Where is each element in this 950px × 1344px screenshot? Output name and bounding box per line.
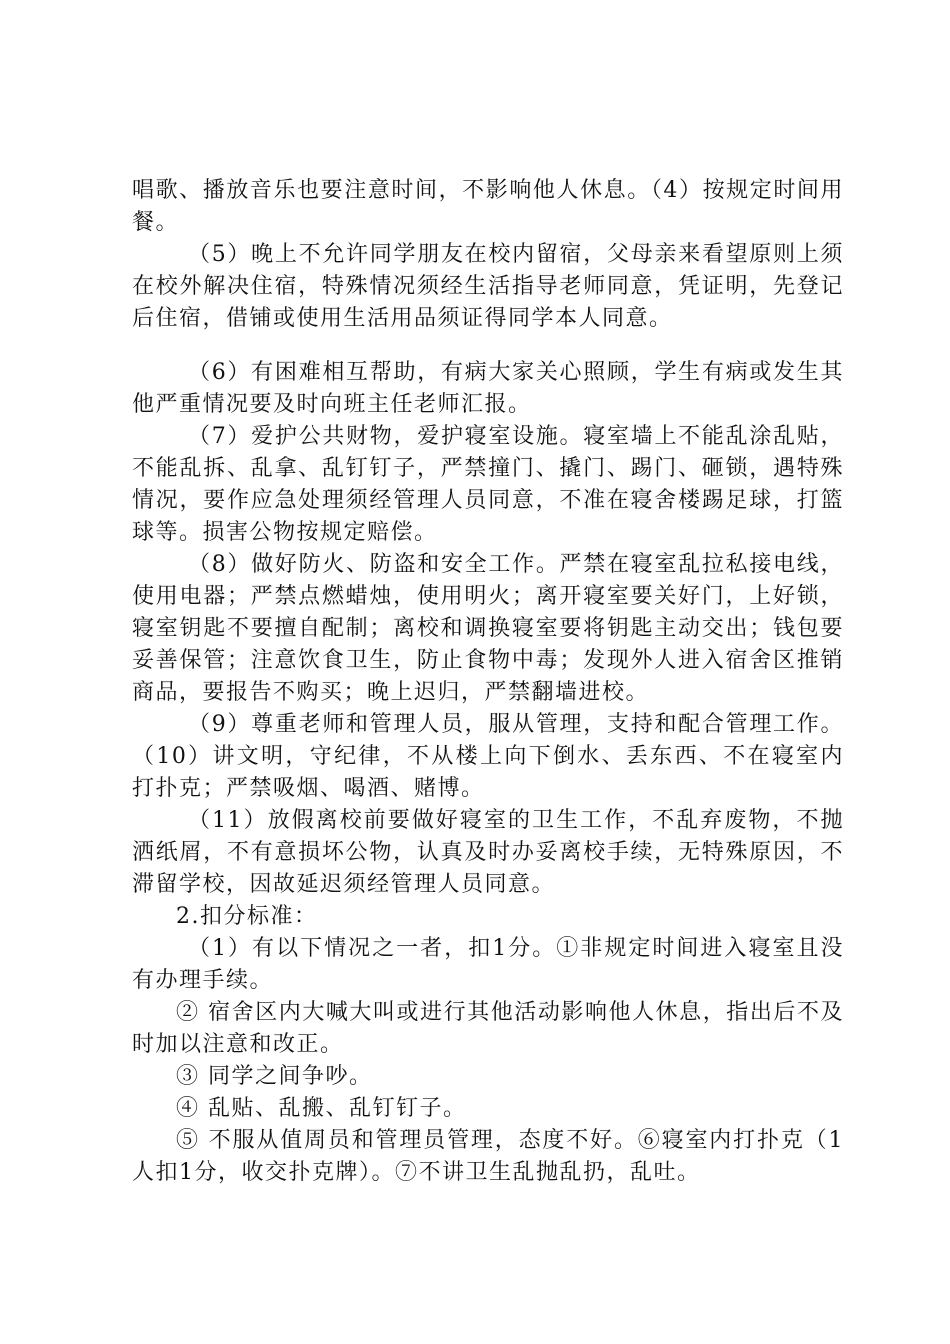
section-heading: 2.扣分标准： (176, 904, 318, 929)
paragraph-7: （11）放假离校前要做好寝室的卫生工作，不乱弃废物，不抛洒纸屑，不有意损坏公物，认真及时办妥离校手续，无特殊原因，不滞留学校，因故延迟须经管理人员同意。 (132, 808, 844, 897)
paragraph-5: （8）做好防火、防盗和安全工作。严禁在寝室乱拉私接电线，使用电器；严禁点燃蜡烛，使用明火；离开寝室要关好门，上好锁，寝室钥匙不要擅自配制；离校和调换寝室要将钥匙主动交出；钱包要妥善保管；注意饮食卫生，防止食物中毒；发现外人进入宿舍区推销商品，要报告不购买；晚上迟归，严禁翻墙进校。 (132, 552, 844, 705)
paragraph-9: ② 宿舍区内大喊大叫或进行其他活动影响他人休息，指出后不及时加以注意和改正。 (132, 1000, 844, 1057)
paragraph-4: （7）爱护公共财物，爱护寝室设施。寝室墙上不能乱涂乱贴，不能乱拆、乱拿、乱钉钉子，严禁撞门、撬门、踢门、砸锁，遇特殊情况，要作应急处理须经管理人员同意，不准在寝舍楼踢足球，打篮球等。损害公物按规定赔偿。 (132, 424, 844, 545)
paragraph-8: （1）有以下情况之一者，扣1分。①非规定时间进入寝室且没有办理手续。 (132, 936, 844, 993)
paragraph-11: ④ 乱贴、乱搬、乱钉钉子。 (176, 1096, 467, 1121)
paragraph-1: 唱歌、播放音乐也要注意时间，不影响他人休息。（4）按规定时间用餐。 (132, 178, 844, 235)
paragraph-12: ⑤ 不服从值周员和管理员管理，态度不好。⑥寝室内打扑克（1人扣1分，收交扑克牌）。⑦不讲卫生乱抛乱扔，乱吐。 (132, 1128, 844, 1185)
paragraph-2: （5）晚上不允许同学朋友在校内留宿，父母亲来看望原则上须在校外解决住宿，特殊情况须经生活指导老师同意，凭证明，先登记后住宿，借铺或使用生活用品须证得同学本人同意。 (132, 242, 844, 331)
paragraph-3: （6）有困难相互帮助，有病大家关心照顾，学生有病或发生其他严重情况要及时向班主任老师汇报。 (132, 360, 844, 417)
paragraph-10: ③ 同学之间争吵。 (176, 1064, 373, 1089)
document-body (132, 175, 844, 1189)
paragraph-6: （9）尊重老师和管理人员，服从管理，支持和配合管理工作。（10）讲文明，守纪律，不从楼上向下倒水、丢东西、不在寝室内打扑克；严禁吸烟、喝酒、赌博。 (132, 712, 844, 801)
